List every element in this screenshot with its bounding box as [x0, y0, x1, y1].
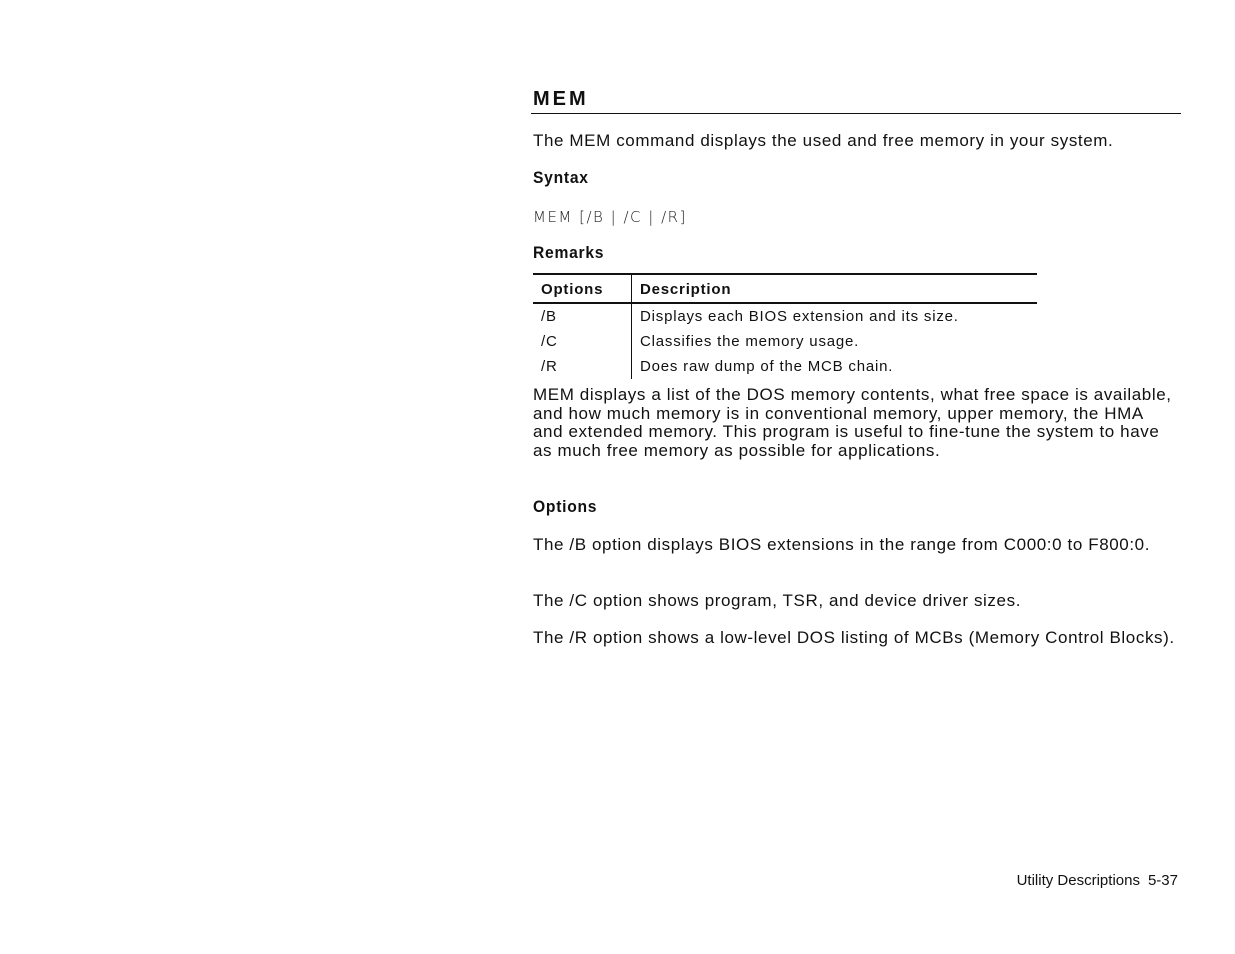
option-r-paragraph: The /R option shows a low-level DOS listing of MCBs (Memory Control Blocks).: [533, 628, 1175, 647]
description-cell: Classifies the memory usage.: [640, 333, 860, 350]
title-rule: [531, 113, 1181, 114]
table-row: [533, 329, 1037, 354]
syntax-line: MEM [/B | /C | /R]: [533, 208, 687, 226]
option-cell: /C: [533, 329, 632, 354]
option-cell: /R: [533, 354, 632, 379]
options-column-header: Options: [533, 274, 632, 303]
table-row: [533, 354, 1037, 379]
remarks-heading: Remarks: [533, 243, 605, 262]
remarks-paragraph: MEM displays a list of the DOS memory contents, what free space is available, and how much memory is in conventional memory, upper memory, the HMA and extended memory. This program is useful to fine-tune the system to have as much free memory as possible for applications.: [533, 385, 1172, 460]
syntax-heading: Syntax: [533, 168, 589, 187]
intro-paragraph: The MEM command displays the used and free memory in your system.: [533, 131, 1114, 150]
footer-page-number: 5-37: [1147, 872, 1178, 889]
table-row: [533, 303, 1037, 329]
description-column-header: Description: [632, 274, 1038, 303]
footer-section: Utility Descriptions: [1016, 872, 1140, 889]
description-cell: Does raw dump of the MCB chain.: [640, 358, 894, 375]
option-c-paragraph: The /C option shows program, TSR, and device driver sizes.: [533, 591, 1022, 610]
option-cell: /B: [533, 303, 632, 329]
page-title: MEM: [533, 88, 589, 110]
options-table-header-row: [533, 274, 1037, 303]
options-table: [533, 273, 1037, 379]
options-heading: Options: [533, 497, 598, 516]
page-footer: [1017, 872, 1178, 890]
option-b-paragraph: The /B option displays BIOS extensions in the range from C000:0 to F800:0.: [533, 535, 1151, 554]
description-cell: Displays each BIOS extension and its size.: [640, 308, 959, 325]
